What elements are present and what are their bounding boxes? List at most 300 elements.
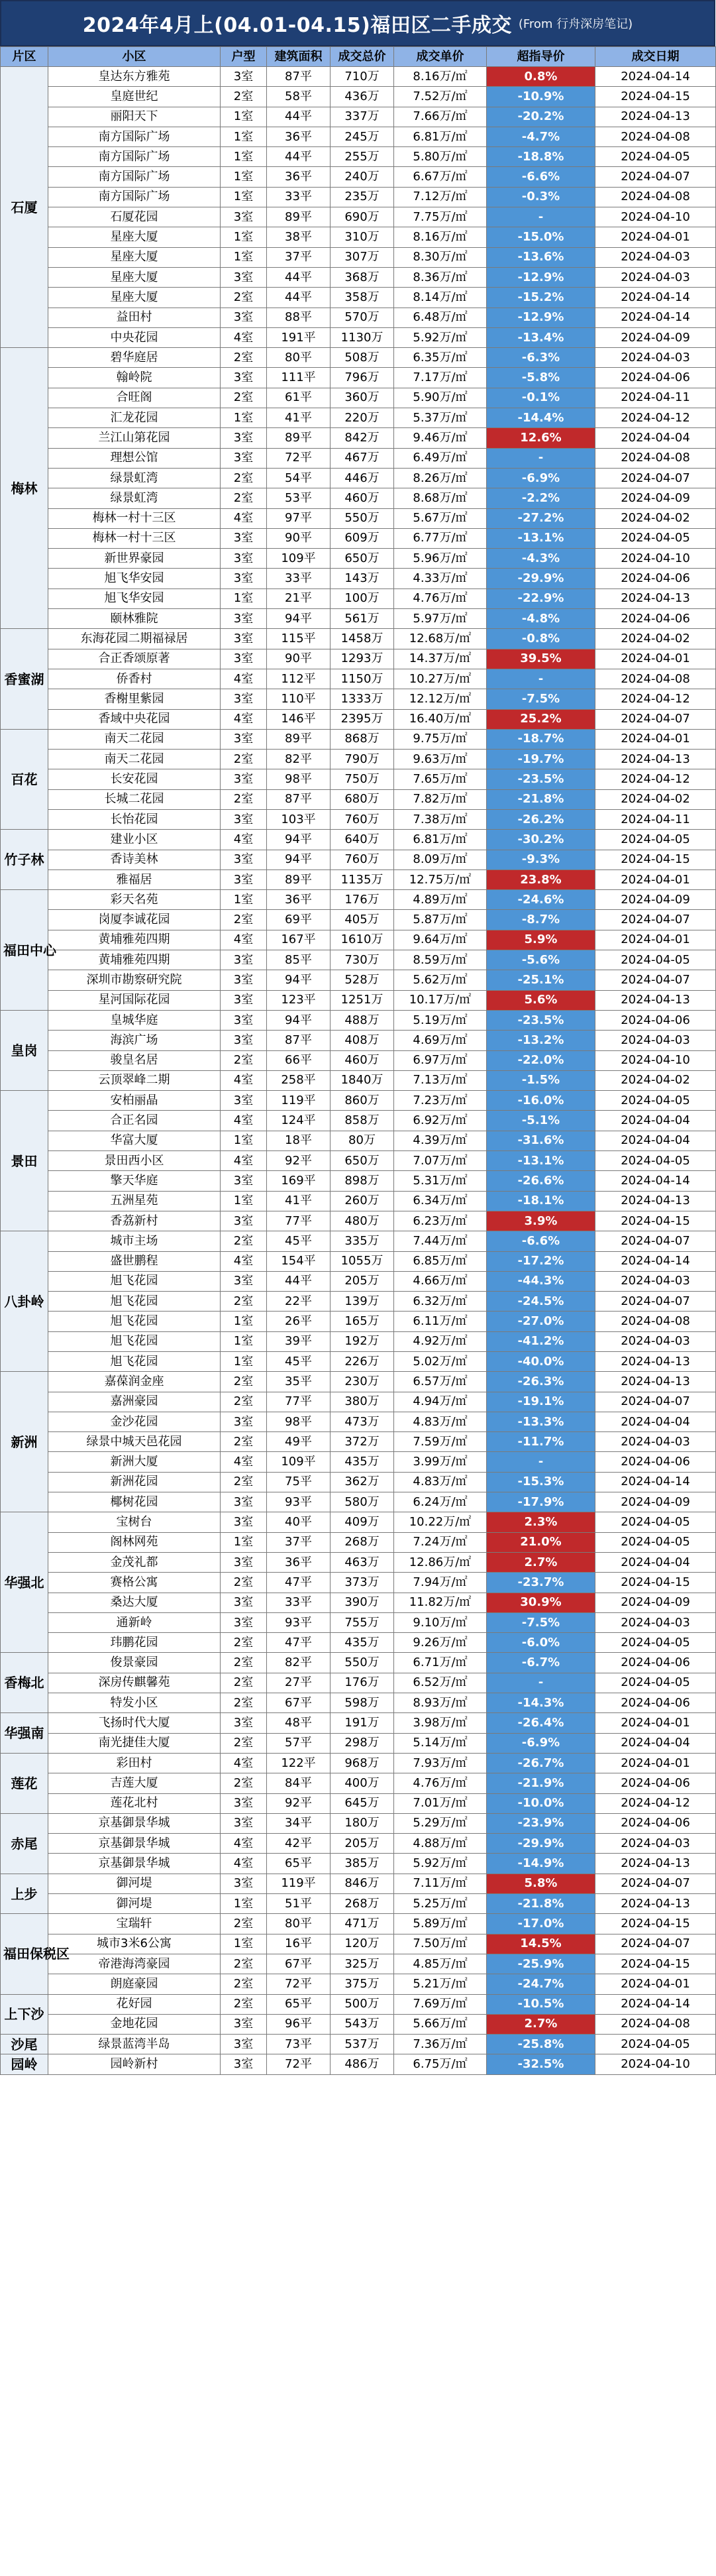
area-cell: 87平	[267, 67, 331, 87]
unit-price-cell: 4.69万/㎡	[394, 1031, 487, 1050]
layout-cell: 4室	[221, 508, 267, 528]
total-price-cell: 858万	[331, 1111, 394, 1131]
area-cell: 93平	[267, 1492, 331, 1512]
area-cell: 111平	[267, 368, 331, 388]
premium-cell: -6.3%	[487, 348, 595, 368]
district-cell: 皇岗	[1, 1010, 48, 1090]
premium-cell: -9.3%	[487, 850, 595, 869]
header-date: 成交日期	[595, 47, 716, 67]
date-cell: 2024-04-03	[595, 247, 716, 267]
table-row	[1, 1171, 716, 1191]
date-cell: 2024-04-14	[595, 1472, 716, 1492]
area-cell: 98平	[267, 1412, 331, 1431]
table-row	[1, 1994, 716, 2014]
community-cell: 旭飞花园	[48, 1271, 221, 1291]
layout-cell: 2室	[221, 1974, 267, 1994]
date-cell: 2024-04-03	[595, 1834, 716, 1854]
unit-price-cell: 6.57万/㎡	[394, 1372, 487, 1392]
table-row	[1, 1532, 716, 1552]
total-price-cell: 310万	[331, 227, 394, 247]
header-district: 片区	[1, 47, 48, 67]
premium-cell: -13.4%	[487, 327, 595, 347]
date-cell: 2024-04-14	[595, 1251, 716, 1271]
district-cell: 香梅北	[1, 1653, 48, 1713]
unit-price-cell: 6.77万/㎡	[394, 528, 487, 548]
total-price-cell: 325万	[331, 1954, 394, 1974]
date-cell: 2024-04-06	[595, 1813, 716, 1833]
total-price-cell: 405万	[331, 910, 394, 930]
date-cell: 2024-04-03	[595, 267, 716, 287]
date-cell: 2024-04-13	[595, 1191, 716, 1211]
premium-cell: -25.8%	[487, 2035, 595, 2054]
community-cell: 金地花园	[48, 2014, 221, 2034]
date-cell: 2024-04-07	[595, 709, 716, 729]
layout-cell: 3室	[221, 729, 267, 749]
date-cell: 2024-04-02	[595, 789, 716, 809]
area-cell: 33平	[267, 569, 331, 588]
total-price-cell: 192万	[331, 1331, 394, 1351]
total-price-cell: 226万	[331, 1352, 394, 1372]
unit-price-cell: 4.39万/㎡	[394, 1131, 487, 1150]
community-cell: 长安花园	[48, 769, 221, 789]
table-row	[1, 1111, 716, 1131]
date-cell: 2024-04-15	[595, 1954, 716, 1974]
table-row	[1, 267, 716, 287]
table-row	[1, 950, 716, 970]
community-cell: 绿景虹湾	[48, 468, 221, 488]
unit-price-cell: 9.64万/㎡	[394, 930, 487, 950]
community-cell: 莲花北村	[48, 1793, 221, 1813]
table-row	[1, 910, 716, 930]
area-cell: 72平	[267, 2054, 331, 2074]
area-cell: 37平	[267, 247, 331, 267]
total-price-cell: 1458万	[331, 629, 394, 649]
table-row	[1, 508, 716, 528]
table-row	[1, 1452, 716, 1472]
community-cell: 嘉洲豪园	[48, 1392, 221, 1412]
area-cell: 18平	[267, 1131, 331, 1150]
area-cell: 94平	[267, 830, 331, 850]
date-cell: 2024-04-09	[595, 1492, 716, 1512]
area-cell: 47平	[267, 1633, 331, 1653]
date-cell: 2024-04-14	[595, 308, 716, 327]
district-cell: 香蜜湖	[1, 629, 48, 729]
layout-cell: 3室	[221, 950, 267, 970]
total-price-cell: 176万	[331, 1673, 394, 1693]
unit-price-cell: 10.22万/㎡	[394, 1512, 487, 1532]
community-cell: 安柏丽晶	[48, 1091, 221, 1111]
community-cell: 新世界豪园	[48, 549, 221, 569]
layout-cell: 2室	[221, 1733, 267, 1753]
total-price-cell: 255万	[331, 147, 394, 167]
area-cell: 92平	[267, 1151, 331, 1171]
community-cell: 碧华庭居	[48, 348, 221, 368]
date-cell: 2024-04-05	[595, 1633, 716, 1653]
unit-price-cell: 5.97万/㎡	[394, 609, 487, 629]
community-cell: 侨香村	[48, 669, 221, 689]
unit-price-cell: 7.94万/㎡	[394, 1573, 487, 1593]
table-row	[1, 689, 716, 709]
unit-price-cell: 6.34万/㎡	[394, 1191, 487, 1211]
unit-price-cell: 6.52万/㎡	[394, 1673, 487, 1693]
layout-cell: 2室	[221, 1050, 267, 1070]
community-cell: 南天二花园	[48, 750, 221, 769]
layout-cell: 4室	[221, 327, 267, 347]
premium-cell: -21.8%	[487, 1894, 595, 1914]
unit-price-cell: 8.68万/㎡	[394, 488, 487, 508]
total-price-cell: 1610万	[331, 930, 394, 950]
layout-cell: 3室	[221, 990, 267, 1010]
layout-cell: 2室	[221, 1914, 267, 1934]
premium-cell: -12.9%	[487, 308, 595, 327]
total-price-cell: 645万	[331, 1793, 394, 1813]
date-cell: 2024-04-07	[595, 1874, 716, 1893]
premium-cell: 3.9%	[487, 1211, 595, 1231]
date-cell: 2024-04-07	[595, 1934, 716, 1954]
layout-cell: 2室	[221, 1432, 267, 1452]
date-cell: 2024-04-03	[595, 1031, 716, 1050]
premium-cell: -4.3%	[487, 549, 595, 569]
date-cell: 2024-04-08	[595, 669, 716, 689]
table-row	[1, 1331, 716, 1351]
date-cell: 2024-04-01	[595, 930, 716, 950]
premium-cell: -24.7%	[487, 1974, 595, 1994]
area-cell: 27平	[267, 1673, 331, 1693]
premium-cell: -13.3%	[487, 1412, 595, 1431]
district-cell: 莲花	[1, 1753, 48, 1813]
table-row	[1, 428, 716, 448]
layout-cell: 2室	[221, 1573, 267, 1593]
premium-cell: 23.8%	[487, 869, 595, 889]
unit-price-cell: 6.49万/㎡	[394, 448, 487, 468]
total-price-cell: 435万	[331, 1633, 394, 1653]
premium-cell: -41.2%	[487, 1331, 595, 1351]
layout-cell: 3室	[221, 649, 267, 669]
table-row	[1, 1412, 716, 1431]
date-cell: 2024-04-03	[595, 348, 716, 368]
layout-cell: 3室	[221, 609, 267, 629]
layout-cell: 3室	[221, 1211, 267, 1231]
layout-cell: 3室	[221, 1492, 267, 1512]
area-cell: 89平	[267, 729, 331, 749]
table-row	[1, 1352, 716, 1372]
unit-price-cell: 8.36万/㎡	[394, 267, 487, 287]
layout-cell: 1室	[221, 1131, 267, 1150]
community-cell: 飞扬时代大厦	[48, 1713, 221, 1733]
total-price-cell: 528万	[331, 970, 394, 990]
unit-price-cell: 5.92万/㎡	[394, 327, 487, 347]
unit-price-cell: 4.33万/㎡	[394, 569, 487, 588]
report-title: 2024年4月上(04.01-04.15)福田区二手成交	[82, 14, 512, 37]
table-row	[1, 1693, 716, 1713]
layout-cell: 3室	[221, 1713, 267, 1733]
date-cell: 2024-04-02	[595, 1070, 716, 1090]
area-cell: 66平	[267, 1050, 331, 1070]
total-price-cell: 508万	[331, 348, 394, 368]
area-cell: 67平	[267, 1693, 331, 1713]
layout-cell: 2室	[221, 1633, 267, 1653]
table-row	[1, 1552, 716, 1572]
total-price-cell: 380万	[331, 1392, 394, 1412]
table-row	[1, 1091, 716, 1111]
total-price-cell: 436万	[331, 87, 394, 107]
premium-cell: -13.2%	[487, 1031, 595, 1050]
layout-cell: 3室	[221, 267, 267, 287]
unit-price-cell: 7.44万/㎡	[394, 1231, 487, 1251]
total-price-cell: 360万	[331, 388, 394, 408]
date-cell: 2024-04-15	[595, 1573, 716, 1593]
premium-cell: -27.0%	[487, 1312, 595, 1331]
premium-cell: 21.0%	[487, 1532, 595, 1552]
unit-price-cell: 8.14万/㎡	[394, 288, 487, 308]
header-unit-price: 成交单价	[394, 47, 487, 67]
date-cell: 2024-04-13	[595, 1352, 716, 1372]
table-row	[1, 1031, 716, 1050]
community-cell: 东海花园二期福禄居	[48, 629, 221, 649]
table-row	[1, 729, 716, 749]
layout-cell: 1室	[221, 1331, 267, 1351]
date-cell: 2024-04-13	[595, 1372, 716, 1392]
table-row	[1, 549, 716, 569]
unit-price-cell: 5.21万/㎡	[394, 1974, 487, 1994]
district-cell: 竹子林	[1, 830, 48, 890]
unit-price-cell: 7.12万/㎡	[394, 187, 487, 207]
area-cell: 36平	[267, 1552, 331, 1572]
unit-price-cell: 6.48万/㎡	[394, 308, 487, 327]
date-cell: 2024-04-04	[595, 1552, 716, 1572]
area-cell: 119平	[267, 1874, 331, 1893]
community-cell: 理想公馆	[48, 448, 221, 468]
unit-price-cell: 4.89万/㎡	[394, 890, 487, 910]
premium-cell: -1.5%	[487, 1070, 595, 1090]
table-row	[1, 649, 716, 669]
area-cell: 97平	[267, 508, 331, 528]
community-cell: 通新岭	[48, 1612, 221, 1632]
table-row	[1, 789, 716, 809]
date-cell: 2024-04-04	[595, 1412, 716, 1431]
area-cell: 169平	[267, 1171, 331, 1191]
premium-cell: -6.7%	[487, 1653, 595, 1673]
unit-price-cell: 5.80万/㎡	[394, 147, 487, 167]
unit-price-cell: 5.29万/㎡	[394, 1813, 487, 1833]
table-row	[1, 1191, 716, 1211]
premium-cell: -26.3%	[487, 1372, 595, 1392]
area-cell: 89平	[267, 207, 331, 227]
layout-cell: 1室	[221, 890, 267, 910]
date-cell: 2024-04-13	[595, 750, 716, 769]
area-cell: 44平	[267, 107, 331, 127]
unit-price-cell: 7.93万/㎡	[394, 1753, 487, 1773]
area-cell: 115平	[267, 629, 331, 649]
total-price-cell: 139万	[331, 1292, 394, 1312]
premium-cell: -19.1%	[487, 1392, 595, 1412]
date-cell: 2024-04-01	[595, 1974, 716, 1994]
layout-cell: 3室	[221, 448, 267, 468]
community-cell: 彩田村	[48, 1753, 221, 1773]
community-cell: 骏皇名居	[48, 1050, 221, 1070]
district-cell: 百花	[1, 729, 48, 829]
table-row	[1, 1251, 716, 1271]
total-price-cell: 298万	[331, 1733, 394, 1753]
date-cell: 2024-04-15	[595, 1211, 716, 1231]
layout-cell: 4室	[221, 669, 267, 689]
table-row	[1, 1894, 716, 1914]
table-row	[1, 1934, 716, 1954]
date-cell: 2024-04-10	[595, 2054, 716, 2074]
date-cell: 2024-04-07	[595, 1231, 716, 1251]
community-cell: 园岭新村	[48, 2054, 221, 2074]
premium-cell: 5.6%	[487, 990, 595, 1010]
area-cell: 87平	[267, 1031, 331, 1050]
premium-cell: -13.6%	[487, 247, 595, 267]
table-row	[1, 227, 716, 247]
premium-cell: -5.1%	[487, 1111, 595, 1131]
table-row	[1, 1432, 716, 1452]
total-price-cell: 368万	[331, 267, 394, 287]
table-row	[1, 488, 716, 508]
date-cell: 2024-04-15	[595, 87, 716, 107]
date-cell: 2024-04-08	[595, 187, 716, 207]
table-row	[1, 769, 716, 789]
community-cell: 南方国际广场	[48, 167, 221, 187]
premium-cell: -0.3%	[487, 187, 595, 207]
table-row	[1, 1653, 716, 1673]
layout-cell: 2室	[221, 1472, 267, 1492]
total-price-cell: 460万	[331, 1050, 394, 1070]
premium-cell: -	[487, 1452, 595, 1472]
premium-cell: -6.6%	[487, 167, 595, 187]
community-cell: 香诗美林	[48, 850, 221, 869]
area-cell: 89平	[267, 428, 331, 448]
premium-cell: -40.0%	[487, 1352, 595, 1372]
district-cell: 福田保税区	[1, 1914, 48, 1994]
district-cell: 新洲	[1, 1372, 48, 1512]
layout-cell: 1室	[221, 187, 267, 207]
community-cell: 吉莲大厦	[48, 1773, 221, 1793]
date-cell: 2024-04-12	[595, 769, 716, 789]
unit-price-cell: 6.75万/㎡	[394, 2054, 487, 2074]
unit-price-cell: 6.11万/㎡	[394, 1312, 487, 1331]
table-row	[1, 1633, 716, 1653]
date-cell: 2024-04-14	[595, 67, 716, 87]
date-cell: 2024-04-06	[595, 1693, 716, 1713]
community-cell: 深房传麒馨苑	[48, 1673, 221, 1693]
table-row	[1, 167, 716, 187]
layout-cell: 3室	[221, 689, 267, 709]
date-cell: 2024-04-04	[595, 1111, 716, 1131]
date-cell: 2024-04-07	[595, 1392, 716, 1412]
unit-price-cell: 7.38万/㎡	[394, 809, 487, 829]
total-price-cell: 1055万	[331, 1251, 394, 1271]
area-cell: 69平	[267, 910, 331, 930]
total-price-cell: 473万	[331, 1412, 394, 1431]
community-cell: 盛世鹏程	[48, 1251, 221, 1271]
area-cell: 58平	[267, 87, 331, 107]
community-cell: 椰树花园	[48, 1492, 221, 1512]
total-price-cell: 868万	[331, 729, 394, 749]
date-cell: 2024-04-01	[595, 1753, 716, 1773]
area-cell: 16平	[267, 1934, 331, 1954]
layout-cell: 3室	[221, 1874, 267, 1893]
area-cell: 84平	[267, 1773, 331, 1793]
premium-cell: -6.9%	[487, 1733, 595, 1753]
community-cell: 长城二花园	[48, 789, 221, 809]
unit-price-cell: 7.17万/㎡	[394, 368, 487, 388]
premium-cell: -15.3%	[487, 1472, 595, 1492]
premium-cell: 12.6%	[487, 428, 595, 448]
total-price-cell: 240万	[331, 167, 394, 187]
premium-cell: -23.7%	[487, 1573, 595, 1593]
table-row	[1, 528, 716, 548]
header-area: 建筑面积	[267, 47, 331, 67]
date-cell: 2024-04-05	[595, 528, 716, 548]
community-cell: 合正名园	[48, 1111, 221, 1131]
layout-cell: 2室	[221, 1954, 267, 1974]
layout-cell: 3室	[221, 1412, 267, 1431]
premium-cell: -	[487, 448, 595, 468]
table-row	[1, 1673, 716, 1693]
total-price-cell: 846万	[331, 1874, 394, 1893]
total-price-cell: 1840万	[331, 1070, 394, 1090]
total-price-cell: 220万	[331, 408, 394, 428]
table-row	[1, 850, 716, 869]
date-cell: 2024-04-05	[595, 1512, 716, 1532]
unit-price-cell: 9.10万/㎡	[394, 1612, 487, 1632]
total-price-cell: 1150万	[331, 669, 394, 689]
area-cell: 35平	[267, 1372, 331, 1392]
premium-cell: -23.9%	[487, 1813, 595, 1833]
total-price-cell: 191万	[331, 1713, 394, 1733]
table-row	[1, 348, 716, 368]
unit-price-cell: 7.13万/㎡	[394, 1070, 487, 1090]
layout-cell: 2室	[221, 789, 267, 809]
total-price-cell: 796万	[331, 368, 394, 388]
total-price-cell: 730万	[331, 950, 394, 970]
premium-cell: -17.0%	[487, 1914, 595, 1934]
total-price-cell: 471万	[331, 1914, 394, 1934]
date-cell: 2024-04-11	[595, 388, 716, 408]
layout-cell: 3室	[221, 1271, 267, 1291]
table-row	[1, 1472, 716, 1492]
table-row	[1, 67, 716, 87]
layout-cell: 3室	[221, 1552, 267, 1572]
community-cell: 金沙花园	[48, 1412, 221, 1431]
area-cell: 146平	[267, 709, 331, 729]
area-cell: 109平	[267, 549, 331, 569]
table-row	[1, 87, 716, 107]
unit-price-cell: 8.26万/㎡	[394, 468, 487, 488]
unit-price-cell: 4.76万/㎡	[394, 1773, 487, 1793]
premium-cell: -13.1%	[487, 1151, 595, 1171]
area-cell: 77平	[267, 1211, 331, 1231]
unit-price-cell: 8.16万/㎡	[394, 67, 487, 87]
total-price-cell: 1130万	[331, 327, 394, 347]
layout-cell: 2室	[221, 1372, 267, 1392]
date-cell: 2024-04-05	[595, 1151, 716, 1171]
layout-cell: 4室	[221, 1854, 267, 1874]
premium-cell: -4.7%	[487, 127, 595, 146]
layout-cell: 4室	[221, 709, 267, 729]
layout-cell: 2室	[221, 348, 267, 368]
premium-cell: -0.1%	[487, 388, 595, 408]
community-cell: 丽阳天下	[48, 107, 221, 127]
unit-price-cell: 6.81万/㎡	[394, 127, 487, 146]
community-cell: 桑达大厦	[48, 1593, 221, 1612]
date-cell: 2024-04-10	[595, 207, 716, 227]
layout-cell: 2室	[221, 388, 267, 408]
unit-price-cell: 6.32万/㎡	[394, 1292, 487, 1312]
premium-cell: -31.6%	[487, 1131, 595, 1150]
